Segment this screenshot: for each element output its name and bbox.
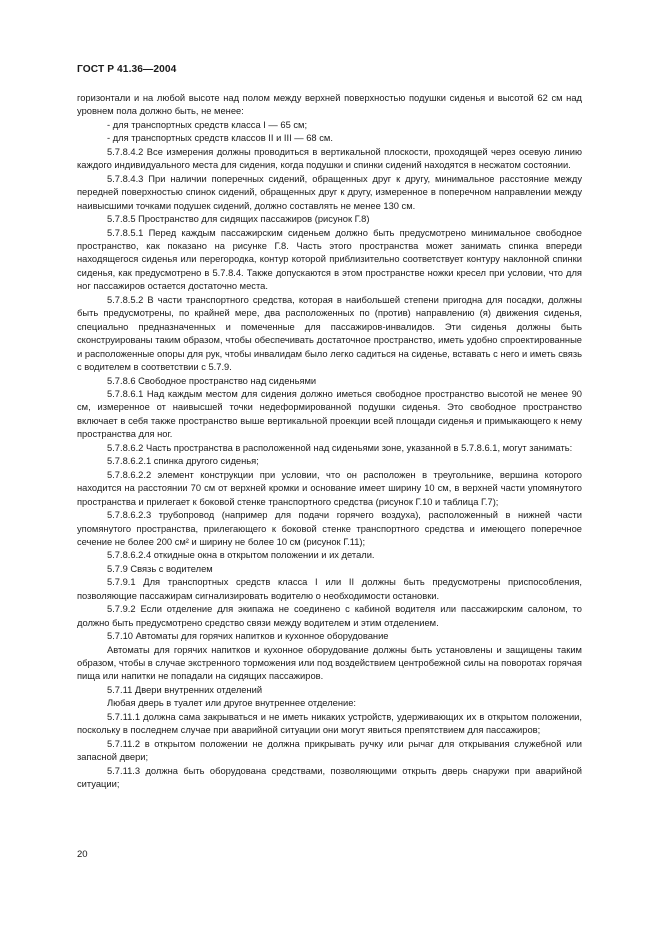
paragraph: 5.7.9 Связь с водителем	[107, 563, 213, 574]
paragraph: 5.7.9.1 Для транспортных средств класса I или II должны быть предусмотрены приспособления, позволяющие пассажирам сигнализировать водителю о необходимости остановки.	[77, 577, 582, 601]
paragraph: Любая дверь в туалет или другое внутреннее отделение:	[107, 698, 357, 709]
paragraph: 5.7.11.1 должна сама закрываться и не иметь никаких устройств, удерживающих их в открытом положении, поскольку в последнем случае при аварийной ситуации они могут явиться препятствием для пассажиров;	[77, 711, 582, 736]
paragraph: 5.7.8.5.1 Перед каждым пассажирским сиденьем должно быть предусмотрено минимальное свободное пространство, как показано на рисунке Г.8. Часть этого пространства может занимать спинка впереди находящегося сиденья или перегородка, контур которой приблизительно соответствует контуру наклонной спинки сиденья, как предусмотрено в 5.7.8.4. Также допускаются в этом пространстве ножки кресел при условии, что для ног пассажиров остается достаточно места.	[77, 227, 582, 292]
paragraph: 5.7.11.3 должна быть оборудована средствами, позволяющими открыть дверь снаружи при аварийной ситуации;	[77, 765, 582, 790]
paragraph: 5.7.8.6.2.4 откидные окна в открытом положении и их детали.	[107, 550, 375, 561]
paragraph: 5.7.8.6.2 Часть пространства в расположенной над сиденьями зоне, указанной в 5.7.8.6.1, могут занимать:	[107, 442, 573, 453]
paragraph: 5.7.10 Автоматы для горячих напитков и кухонное оборудование	[107, 631, 389, 642]
document-body	[77, 92, 582, 792]
page-number: 20	[77, 849, 88, 860]
paragraph: 5.7.8.6 Свободное пространство над сиденьями	[107, 375, 317, 386]
paragraph: 5.7.8.4.3 При наличии поперечных сидений, обращенных друг к другу, минимальное расстояние между передней поверхностью спинок сидений, обращенных друг к другу, измеренное в поперечном направлении между наивысшими точками подушек сидений, должно составлять не менее 130 см.	[77, 173, 582, 211]
paragraph: горизонтали и на любой высоте над полом между верхней поверхностью подушки сиденья и высотой 62 см над уровнем пола должно быть, не менее:	[77, 93, 582, 117]
paragraph: 5.7.8.5.2 В части транспортного средства, которая в наибольшей степени пригодна для посадки, должны быть предусмотрены, по крайней мере, два расположенных по (против) направлению (я) движения сиденья, специально предназначенных и помеченные для пассажиров-инвалидов. Эти сиденья должны быть сконструированы таким образом, чтобы обеспечивать достаточное пространство, иметь удобно спроектированные и расположенные опоры для рук, чтобы инвалидам было легко садиться на сиденье, вставать с него и иметь связь с водителем в соответствии с 5.7.9.	[77, 294, 582, 373]
document-header: ГОСТ Р 41.36—2004	[77, 64, 177, 75]
paragraph: 5.7.11.2 в открытом положении не должна прикрывать ручку или рычаг для открывания служебной или запасной двери;	[77, 738, 582, 763]
paragraph: 5.7.8.6.2.1 спинка другого сиденья;	[107, 456, 259, 467]
paragraph: 5.7.8.6.2.2 элемент конструкции при условии, что он расположен в треугольнике, вершина которого находится на расстоянии 70 см от верхней кромки и основание имеет ширину 10 см, в верхней части упомянутого пространства и прилегает к боковой стенке транспортного средства (рисунок Г.10 и таблица Г.7);	[77, 469, 582, 507]
paragraph: 5.7.8.6.1 Над каждым местом для сидения должно иметься свободное пространство высотой не менее 90 см, измеренное от наивысшей точки недеформированной подушки сиденья. Это свободное пространство включает в себя также пространство выше вертикальной проекции всей площади сиденья и примыкающего к нему пространства для ног.	[77, 388, 582, 440]
paragraph: Автоматы для горячих напитков и кухонное оборудование должны быть установлены и защищены таким образом, чтобы в случае экстренного торможения или под воздействием центробежной силы на поворотах горячая пища или напитки не попадали на сидящих пассажиров.	[77, 644, 582, 682]
paragraph: 5.7.8.4.2 Все измерения должны проводиться в вертикальной плоскости, проходящей через осевую линию каждого индивидуального места для сидения, когда подушки и спинки сидений находятся в несжатом состоянии.	[77, 146, 582, 171]
paragraph: - для транспортных средств классов II и III — 68 см.	[107, 133, 333, 144]
paragraph: 5.7.8.6.2.3 трубопровод (например для подачи горячего воздуха), расположенный в нижней части упомянутого пространства, прилегающего к боковой стенке транспортного средства и имеющего поперечное сечение не более 200 см² и ширину не более 10 см (рисунок Г.11);	[77, 510, 582, 547]
paragraph: - для транспортных средств класса I — 65 см;	[107, 119, 308, 130]
paragraph: 5.7.9.2 Если отделение для экипажа не соединено с кабиной водителя или пассажирским салоном, то должно быть предусмотрено средство связи между водителем и этим отделением.	[77, 604, 582, 628]
paragraph: 5.7.11 Двери внутренних отделений	[107, 684, 263, 695]
paragraph: 5.7.8.5 Пространство для сидящих пассажиров (рисунок Г.8)	[107, 214, 370, 225]
